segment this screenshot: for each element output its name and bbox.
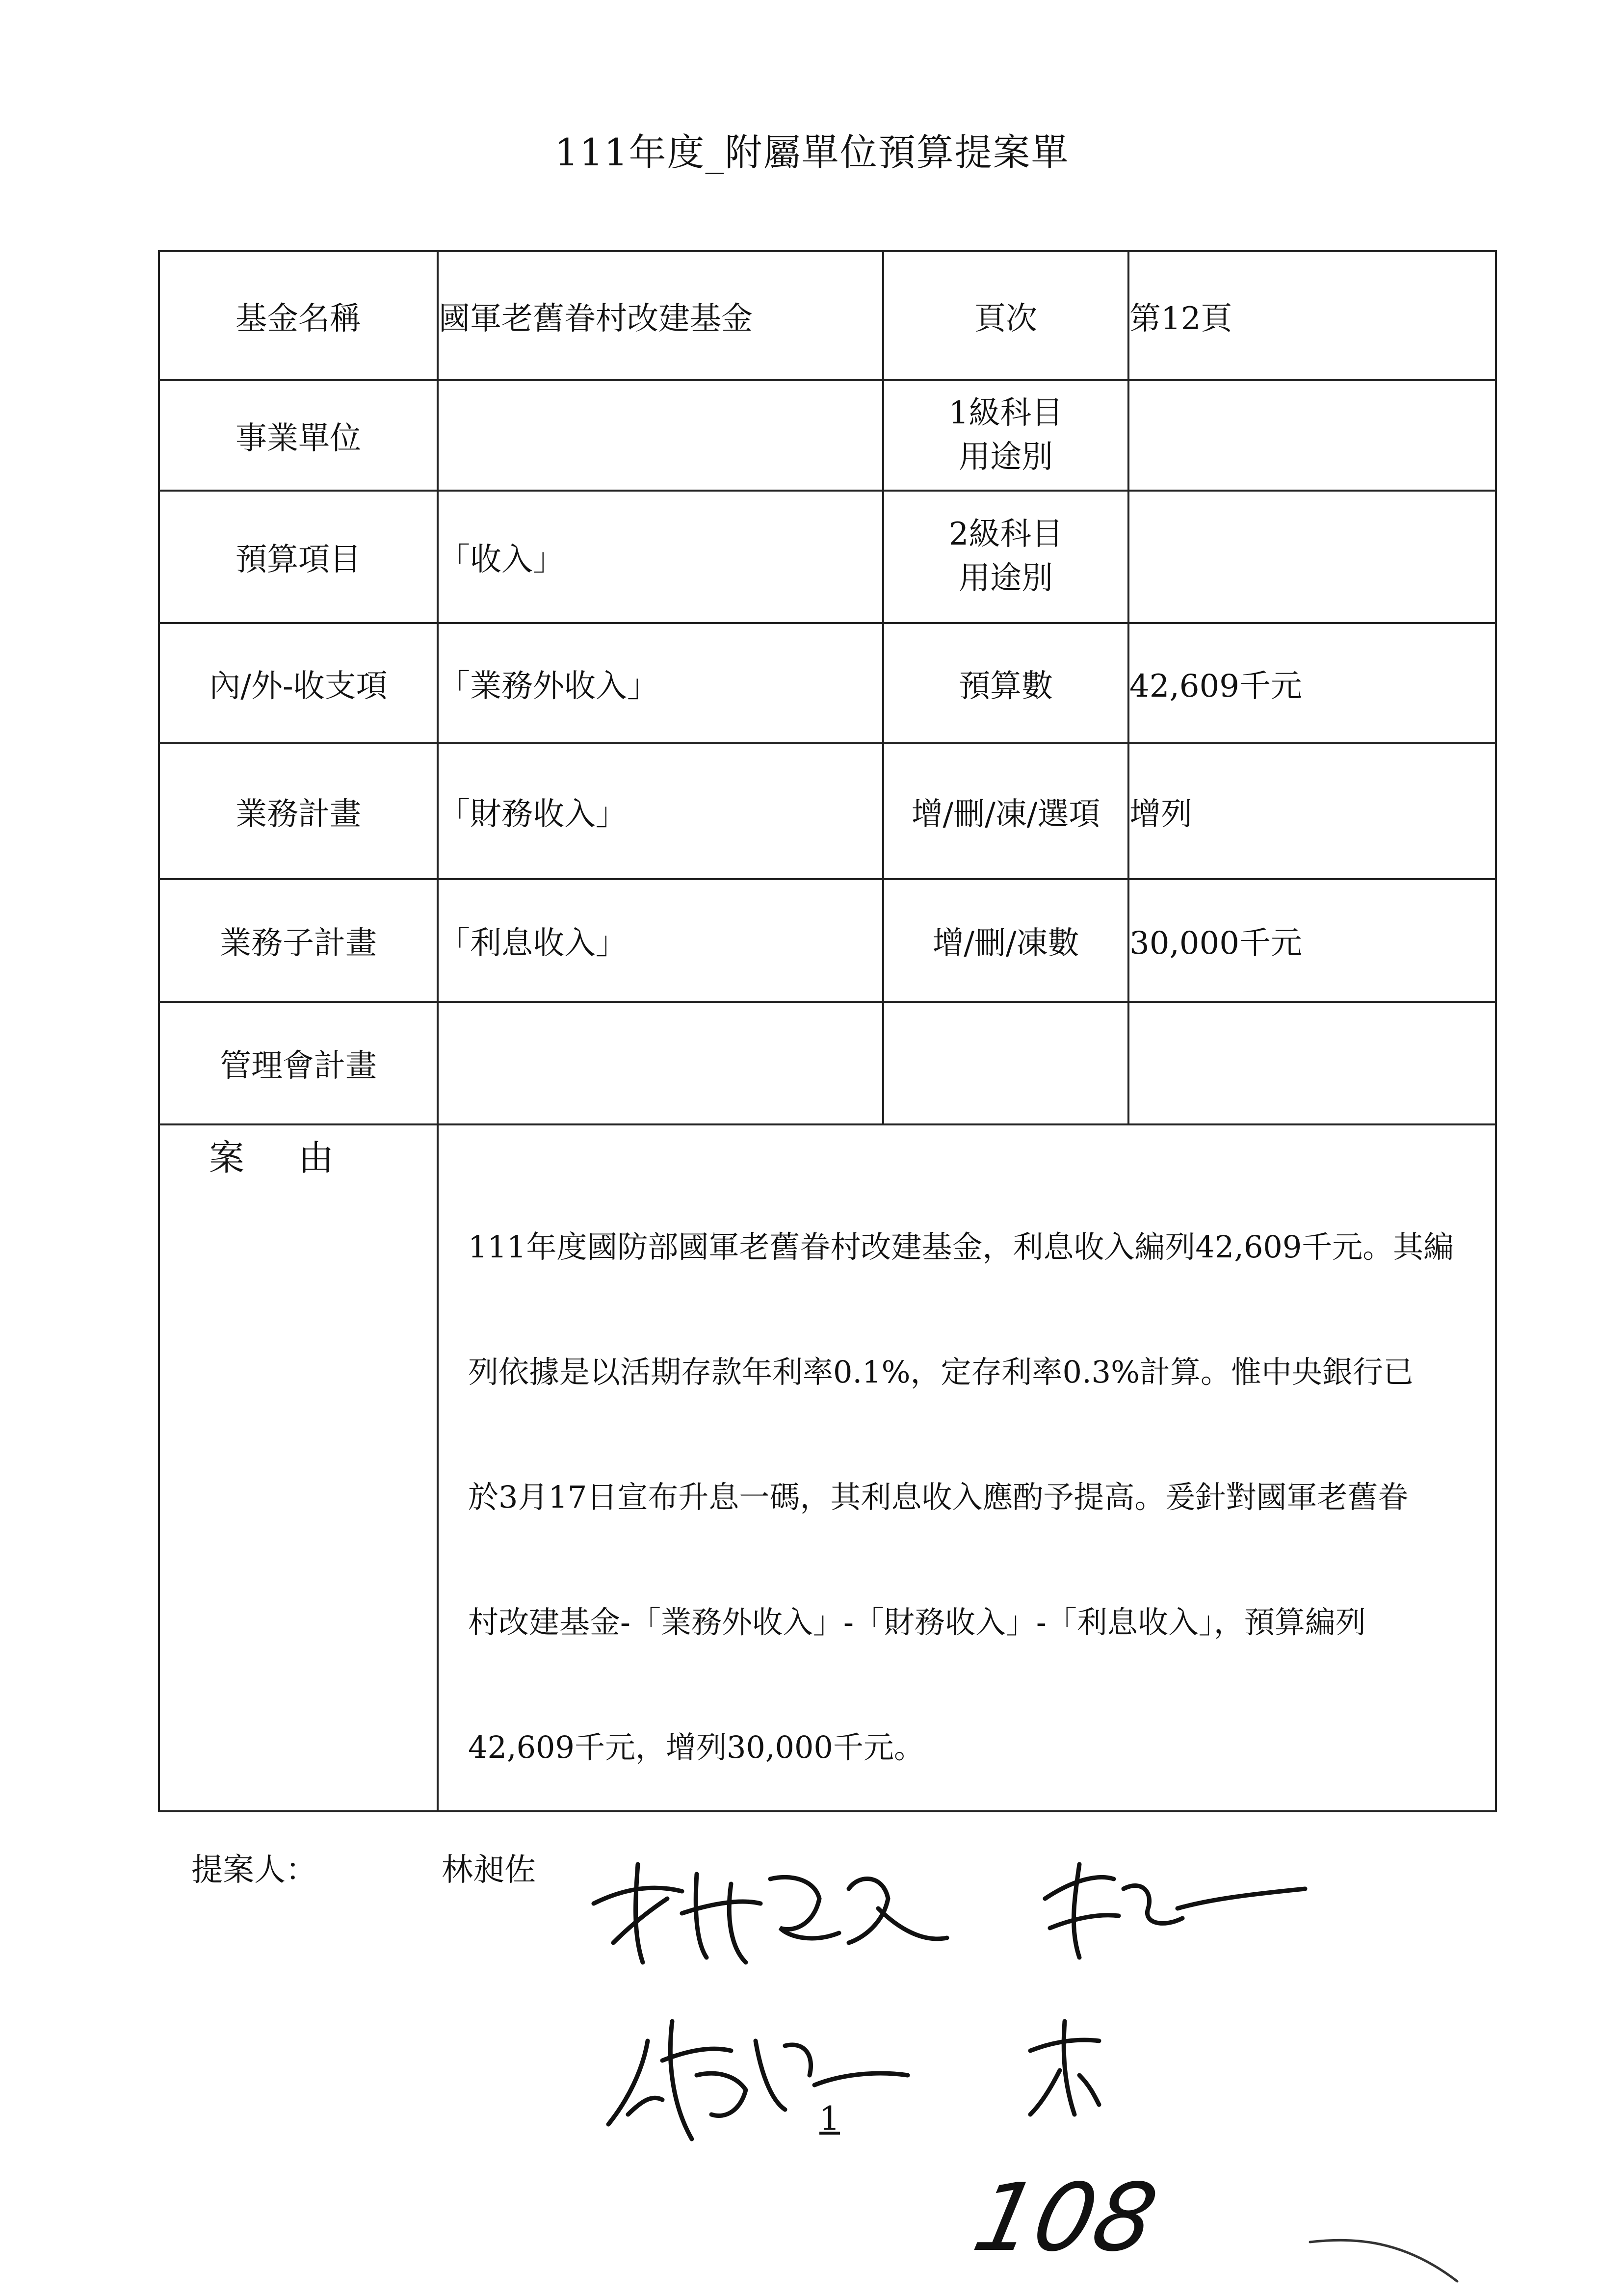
budget-item-value: 「收入」: [438, 491, 883, 623]
reason-line: 列依據是以活期存款年利率0.1%，定存利率0.3%計算。惟中央銀行已: [468, 1354, 1414, 1390]
business-unit-value: [438, 380, 883, 491]
signature-3: [599, 2002, 913, 2149]
reason-line: 42,609千元，增列30,000千元。: [468, 1729, 924, 1765]
management-plan-label2: [883, 1002, 1128, 1124]
form-row-management-plan: [159, 1002, 1496, 1124]
budget-amount-label: 預算數: [883, 623, 1128, 743]
form-row-budget-item: [159, 491, 1496, 623]
proposal-form-table: [158, 250, 1497, 1812]
reason-content-cell: [438, 1124, 1496, 1811]
form-row-reason: [159, 1124, 1496, 1811]
document-title: 111年度_附屬單位預算提案單: [554, 130, 1070, 174]
proposer-name: 林昶佐: [442, 1852, 536, 1888]
reason-line: 於3月17日宣布升息一碼，其利息收入應酌予提高。爰針對國軍老舊眷: [468, 1479, 1409, 1515]
reason-text: [439, 1125, 1495, 1810]
reason-label-cell: [159, 1124, 438, 1811]
fund-name-value: 國軍老舊眷村改建基金: [438, 251, 883, 380]
pen-stroke-mark: [1305, 2227, 1462, 2286]
handwritten-number: 108: [965, 2164, 1166, 2272]
action-amount-value: 30,000千元: [1128, 879, 1496, 1002]
form-row-income-expense: [159, 623, 1496, 743]
budget-item-label: 預算項目: [159, 491, 438, 623]
page-number: 1: [819, 2100, 840, 2138]
reason-line: 111年度國防部國軍老舊眷村改建基金，利息收入編列42,609千元。其編: [468, 1229, 1454, 1265]
level1-subject-value: [1128, 380, 1496, 491]
level2-subject-label: [883, 491, 1128, 623]
reason-line: 村改建基金-「業務外收入」-「財務收入」-「利息收入」，預算編列: [468, 1604, 1366, 1640]
business-plan-value: 「財務收入」: [438, 743, 883, 879]
level2-subject-line1: 2級科目: [948, 516, 1063, 553]
page-value: 第12頁: [1128, 251, 1496, 380]
income-expense-label: 內/外-收支項: [159, 623, 438, 743]
business-subplan-value: 「利息收入」: [438, 879, 883, 1002]
income-expense-value: 「業務外收入」: [438, 623, 883, 743]
action-amount-label: 增/刪/凍數: [883, 879, 1128, 1002]
management-plan-label: 管理會計畫: [159, 1002, 438, 1124]
level1-subject-line1: 1級科目: [948, 394, 1063, 431]
action-option-value: 增列: [1128, 743, 1496, 879]
form-row-business-subplan: [159, 879, 1496, 1002]
proposer-label: 提案人：: [191, 1852, 317, 1888]
management-plan-value: [438, 1002, 883, 1124]
form-row-business-unit: [159, 380, 1496, 491]
level2-subject-value: [1128, 491, 1496, 623]
signature-2: [1025, 1850, 1310, 1962]
reason-label: 案由: [209, 1137, 388, 1178]
signature-1: [584, 1845, 957, 1972]
page-label: 頁次: [883, 251, 1128, 380]
budget-amount-value: 42,609千元: [1128, 623, 1496, 743]
management-plan-value2: [1128, 1002, 1496, 1124]
fund-name-label: 基金名稱: [159, 251, 438, 380]
business-plan-label: 業務計畫: [159, 743, 438, 879]
level2-subject-line2: 用途別: [959, 560, 1053, 597]
signature-4: [1016, 2011, 1114, 2124]
business-unit-label: 事業單位: [159, 380, 438, 491]
level1-subject-label: [883, 380, 1128, 491]
form-row-fund-name: [159, 251, 1496, 380]
form-row-business-plan: [159, 743, 1496, 879]
level1-subject-line2: 用途別: [959, 439, 1053, 475]
business-subplan-label: 業務子計畫: [159, 879, 438, 1002]
action-option-label: 增/刪/凍/選項: [883, 743, 1128, 879]
